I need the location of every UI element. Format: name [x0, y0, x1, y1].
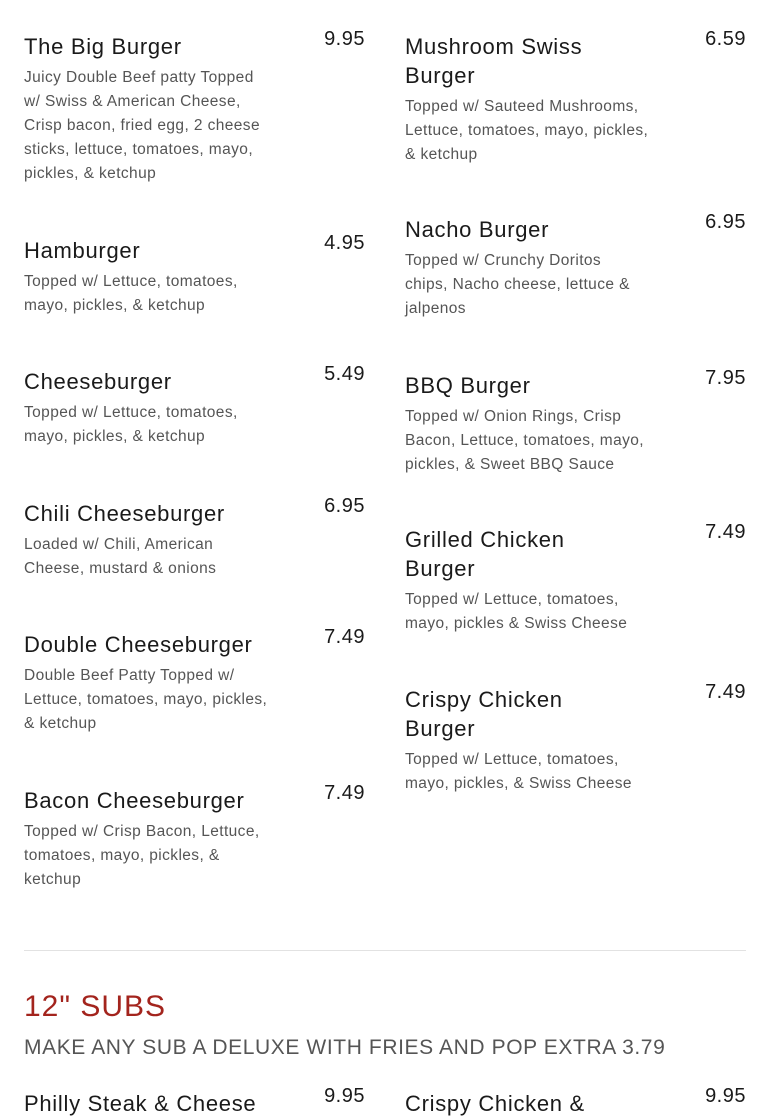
- item-name: Crispy Chicken Burger: [405, 687, 563, 741]
- menu-item-big-burger[interactable]: [24, 28, 365, 186]
- item-description: Topped w/ Lettuce, tomatoes, mayo, pickles, & ketchup: [24, 273, 238, 314]
- item-name: Mushroom Swiss Burger: [405, 34, 583, 88]
- menu-item-bacon-cheeseburger[interactable]: [24, 782, 365, 892]
- section-divider: [24, 950, 746, 951]
- item-name: Crispy Chicken &: [405, 1091, 585, 1116]
- item-description: Topped w/ Onion Rings, Crisp Bacon, Lettuce, tomatoes, mayo, pickles, & Sweet BBQ Sauce: [405, 408, 644, 473]
- item-description: Double Beef Patty Topped w/ Lettuce, tomatoes, mayo, pickles, & ketchup: [24, 667, 268, 732]
- item-price: 5.49: [324, 363, 365, 385]
- item-description: Topped w/ Sauteed Mushrooms, Lettuce, tomatoes, mayo, pickles, & ketchup: [405, 98, 649, 163]
- menu-item-crispy-chicken-burger[interactable]: [405, 681, 746, 796]
- item-name: Nacho Burger: [405, 217, 550, 242]
- item-price: 4.95: [324, 232, 365, 254]
- item-description: Topped w/ Lettuce, tomatoes, mayo, pickles, & ketchup: [24, 404, 238, 445]
- previous-section-clipped: [24, 0, 746, 4]
- item-name: Grilled Chicken Burger: [405, 527, 565, 581]
- menu-item-nacho-burger[interactable]: [405, 211, 746, 321]
- item-description: Loaded w/ Chili, American Cheese, mustard & onions: [24, 536, 217, 577]
- menu-item-mushroom-swiss-burger[interactable]: [405, 28, 746, 167]
- item-name: The Big Burger: [24, 34, 182, 59]
- item-name: Philly Steak & Cheese: [24, 1091, 257, 1116]
- subs-section-title: 12" SUBS: [24, 990, 167, 1023]
- item-price: 7.49: [705, 681, 746, 703]
- menu-item-grilled-chicken-burger[interactable]: [405, 521, 746, 636]
- menu-item-cheeseburger[interactable]: [24, 363, 365, 449]
- item-price: 6.59: [705, 28, 746, 50]
- item-description: Topped w/ Crunchy Doritos chips, Nacho cheese, lettuce & jalpenos: [405, 252, 630, 317]
- item-description: Topped w/ Lettuce, tomatoes, mayo, pickles, & Swiss Cheese: [405, 751, 632, 792]
- subs-deluxe-note: MAKE ANY SUB A DELUXE WITH FRIES AND POP EXTRA 3.79: [24, 1036, 666, 1059]
- item-price: 6.95: [324, 495, 365, 517]
- item-name: Hamburger: [24, 238, 141, 263]
- item-name: BBQ Burger: [405, 373, 531, 398]
- item-price: 6.95: [705, 211, 746, 233]
- item-price: 7.95: [705, 367, 746, 389]
- item-price: 7.49: [324, 782, 365, 804]
- item-name: Cheeseburger: [24, 369, 172, 394]
- item-description: Topped w/ Crisp Bacon, Lettuce, tomatoes, mayo, pickles, & ketchup: [24, 823, 260, 888]
- menu-item-hamburger[interactable]: [24, 232, 365, 318]
- menu-item-philly-steak-cheese[interactable]: [24, 1085, 365, 1118]
- item-price: 9.95: [705, 1085, 746, 1107]
- menu-item-crispy-chicken-sub[interactable]: [405, 1085, 746, 1118]
- item-description: Juicy Double Beef patty Topped w/ Swiss & American Cheese, Crisp bacon, fried egg, 2 cheese sticks, lettuce, tomatoes, mayo, pickles, & ketchup: [24, 69, 260, 182]
- item-name: Double Cheeseburger: [24, 632, 253, 657]
- menu-item-bbq-burger[interactable]: [405, 367, 746, 477]
- item-price: 9.95: [324, 28, 365, 50]
- item-description: Topped w/ Lettuce, tomatoes, mayo, pickles & Swiss Cheese: [405, 591, 628, 632]
- item-name: Chili Cheeseburger: [24, 501, 225, 526]
- item-name: Bacon Cheeseburger: [24, 788, 245, 813]
- item-price: 9.95: [324, 1085, 365, 1107]
- menu-item-double-cheeseburger[interactable]: [24, 626, 365, 736]
- item-price: 7.49: [324, 626, 365, 648]
- menu-item-chili-cheeseburger[interactable]: [24, 495, 365, 581]
- item-price: 7.49: [705, 521, 746, 543]
